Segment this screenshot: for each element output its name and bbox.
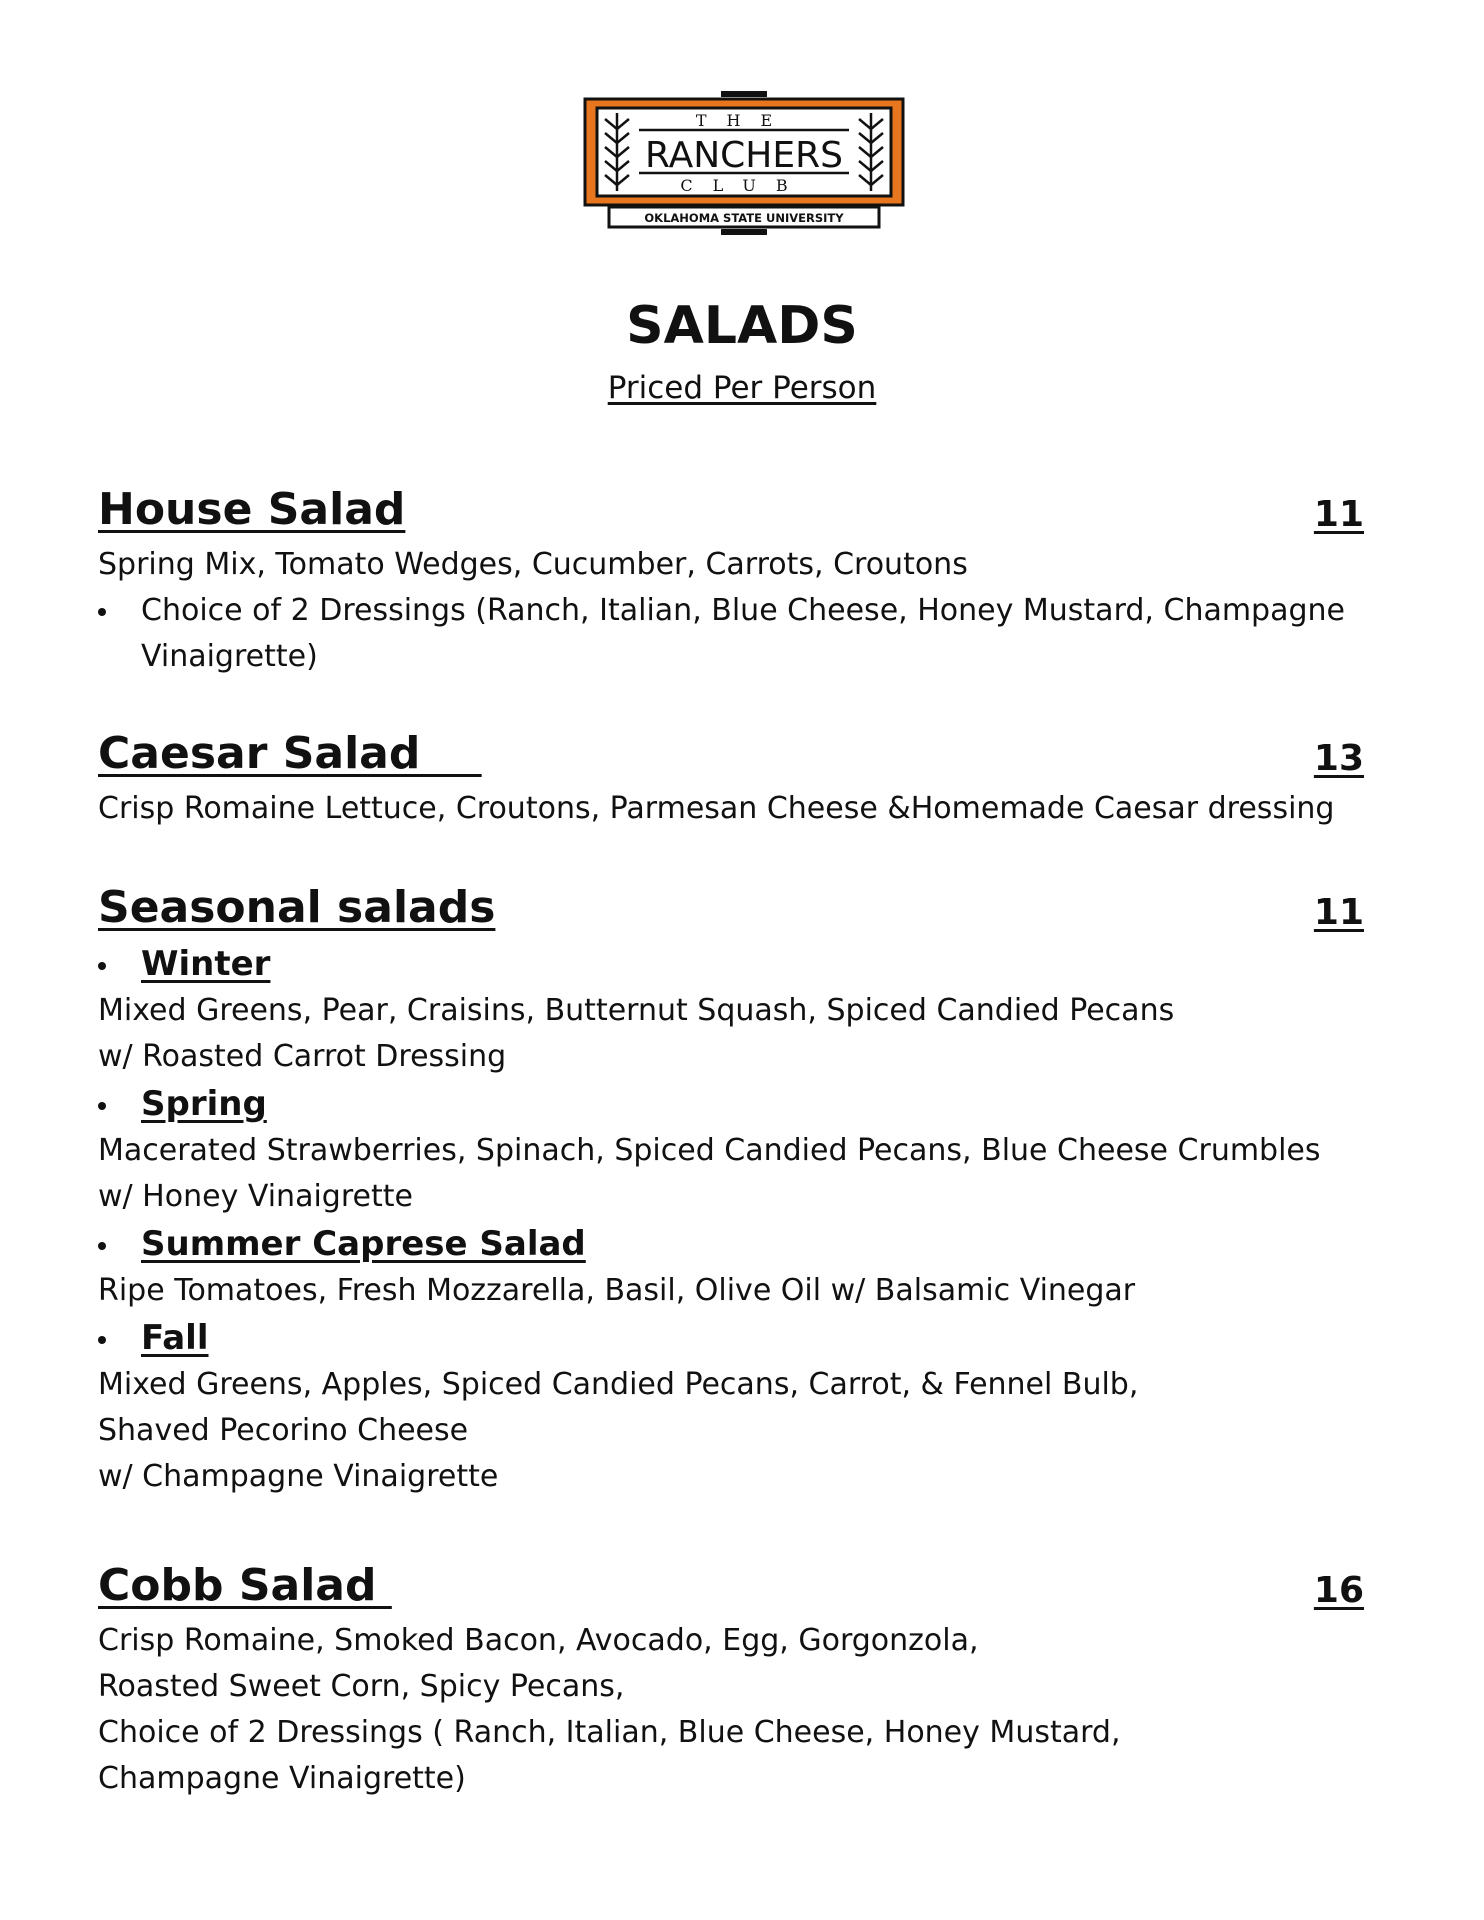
section-house-salad — [98, 484, 1364, 680]
section-title: Caesar Salad — [98, 728, 482, 779]
section-cobb-salad — [98, 1560, 1364, 1802]
logo-graphic — [583, 91, 905, 237]
bullet-icon — [98, 1102, 106, 1110]
description: Champagne Vinaigrette) — [98, 1761, 466, 1796]
section-header — [98, 882, 1364, 940]
season-fall — [98, 1314, 1364, 1362]
section-title: Seasonal salads — [98, 882, 496, 933]
section-header — [98, 484, 1364, 542]
page-title: SALADS — [626, 296, 858, 356]
description: w/ Honey Vinaigrette — [98, 1179, 413, 1214]
section-title: Cobb Salad — [98, 1560, 392, 1611]
ranchers-club-logo — [583, 91, 905, 237]
section-header — [98, 1560, 1364, 1618]
season-title: Spring — [141, 1084, 267, 1124]
season-title: Fall — [141, 1318, 209, 1358]
description: Crisp Romaine, Smoked Bacon, Avocado, Egg, Gorgonzola, — [98, 1623, 979, 1658]
description: Crisp Romaine Lettuce, Croutons, Parmesan Cheese &Homemade Caesar dressing — [98, 791, 1335, 826]
section-title: House Salad — [98, 484, 406, 535]
description: Macerated Strawberries, Spinach, Spiced Candied Pecans, Blue Cheese Crumbles — [98, 1133, 1321, 1168]
description: Ripe Tomatoes, Fresh Mozzarella, Basil, Olive Oil w/ Balsamic Vinegar — [98, 1273, 1136, 1308]
description: Spring Mix, Tomato Wedges, Cucumber, Carrots, Croutons — [98, 547, 968, 582]
description: Roasted Sweet Corn, Spicy Pecans, — [98, 1669, 625, 1704]
price: 16 — [1313, 1570, 1364, 1611]
logo-text-top: THE — [695, 111, 793, 130]
bullet-icon — [98, 1242, 106, 1250]
section-header — [98, 728, 1364, 786]
section-caesar-salad — [98, 728, 1364, 832]
bullet-icon — [98, 962, 106, 970]
logo-tagline: OKLAHOMA STATE UNIVERSITY — [644, 211, 844, 225]
description: w/ Roasted Carrot Dressing — [98, 1039, 507, 1074]
bullet-line: Vinaigrette) — [141, 639, 318, 674]
price: 11 — [1313, 494, 1364, 535]
description: Mixed Greens, Apples, Spiced Candied Pecans, Carrot, & Fennel Bulb, — [98, 1367, 1139, 1402]
bullet-icon — [98, 1336, 106, 1344]
season-winter — [98, 940, 1364, 988]
bullet-icon — [98, 608, 106, 616]
price: 13 — [1313, 738, 1364, 779]
season-summer — [98, 1220, 1364, 1268]
bullet-line: Choice of 2 Dressings (Ranch, Italian, Blue Cheese, Honey Mustard, Champagne — [141, 593, 1345, 628]
logo-text-bottom: CLUB — [680, 176, 808, 195]
description: w/ Champagne Vinaigrette — [98, 1459, 499, 1494]
bullet-item — [98, 588, 1364, 680]
season-title: Winter — [141, 944, 271, 984]
season-title: Summer Caprese Salad — [141, 1224, 586, 1264]
description: Choice of 2 Dressings ( Ranch, Italian, Blue Cheese, Honey Mustard, — [98, 1715, 1121, 1750]
page-subtitle: Priced Per Person — [607, 370, 877, 406]
season-spring — [98, 1080, 1364, 1128]
section-seasonal-salads — [98, 882, 1364, 1500]
description: Shaved Pecorino Cheese — [98, 1413, 469, 1448]
description: Mixed Greens, Pear, Craisins, Butternut Squash, Spiced Candied Pecans — [98, 993, 1175, 1028]
price: 11 — [1313, 892, 1364, 933]
logo-text-main: RANCHERS — [645, 135, 843, 176]
